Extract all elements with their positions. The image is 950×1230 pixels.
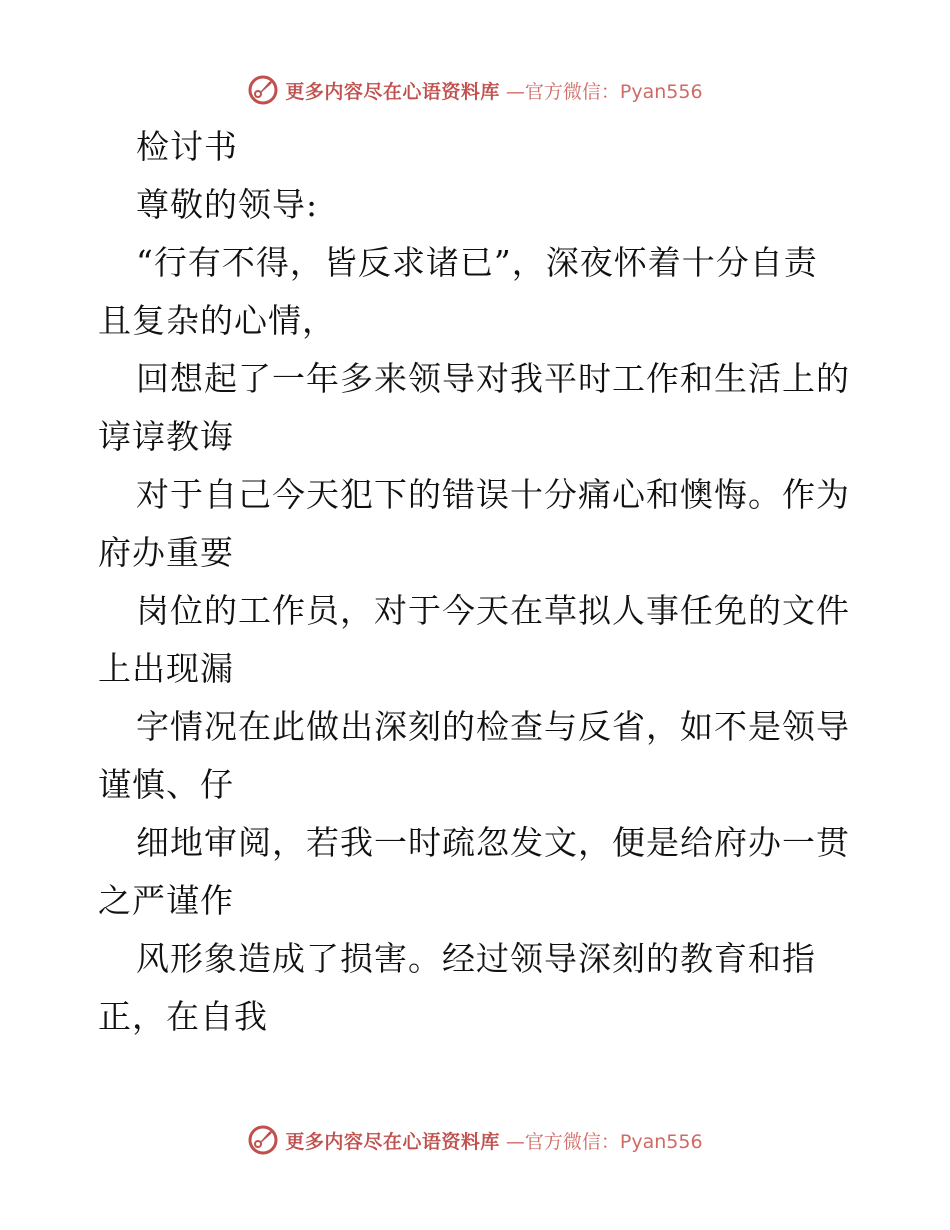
page-footer [0, 1120, 950, 1160]
brand-main-text: 更多内容尽在心语资料库 [285, 1130, 500, 1153]
body-line: 回想起了一年多来领导对我平时工作和生活上的 [136, 359, 850, 398]
salutation: 尊敬的领导: [136, 185, 319, 224]
brand-main-text: 更多内容尽在心语资料库 [285, 80, 500, 103]
page-header [0, 70, 950, 110]
header-brand [247, 74, 702, 106]
body-line: 岗位的工作员，对于今天在草拟人事任免的文件 [136, 591, 850, 630]
body-line: 细地审阅，若我一时疏忽发文，便是给府办一贯 [136, 823, 850, 862]
body-line: 谆谆教诲 [98, 417, 234, 456]
brand-wechat-text: —官方微信：Pyan556 [505, 1130, 703, 1153]
body-line: 上出现漏 [98, 649, 234, 688]
body-line: 且复杂的心情， [98, 301, 336, 340]
document-title: 检讨书 [136, 127, 238, 166]
quill-logo-icon [247, 1124, 279, 1156]
quill-logo-icon [247, 74, 279, 106]
footer-brand [247, 1124, 702, 1156]
body-line: 谨慎、仔 [98, 765, 234, 804]
body-line: 之严谨作 [98, 881, 234, 920]
body-line: 字情况在此做出深刻的检查与反省，如不是领导 [136, 707, 850, 746]
body-line: 正，在自我 [98, 997, 268, 1036]
document-body [98, 118, 858, 1046]
body-line: 府办重要 [98, 533, 234, 572]
body-line: 对于自己今天犯下的错误十分痛心和懊悔。作为 [136, 475, 850, 514]
body-line: “行有不得，皆反求诸已”，深夜怀着十分自责 [136, 243, 818, 282]
body-line: 风形象造成了损害。经过领导深刻的教育和指 [136, 939, 816, 978]
brand-wechat-text: —官方微信：Pyan556 [505, 80, 703, 103]
